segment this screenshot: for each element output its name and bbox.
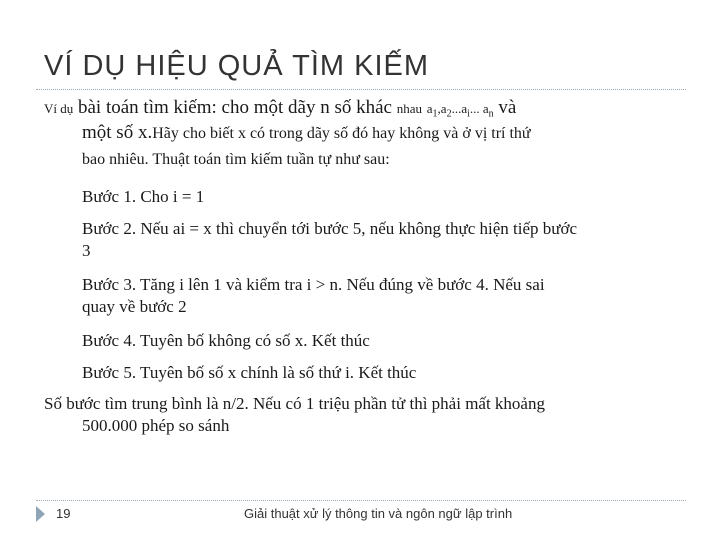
page-number: 19 <box>56 506 71 521</box>
step-4 <box>44 330 644 352</box>
intro-paragraph <box>44 96 664 171</box>
footer-divider <box>36 500 686 501</box>
step-3-continuation: quay về bước 2 <box>82 297 187 316</box>
step-1 <box>44 186 644 208</box>
term-an-sub: n <box>488 108 494 120</box>
intro-line-2 <box>44 121 664 146</box>
step-1-text: Bước 1. Cho i = 1 <box>82 187 205 206</box>
term-an: a <box>482 101 489 116</box>
intro-line-3: bao nhiêu. Thuật toán tìm kiếm tuần tự như sau: <box>82 151 390 169</box>
step-5 <box>44 362 644 384</box>
slide-title: VÍ DỤ HIỆU QUẢ TÌM KIẾM <box>44 50 430 82</box>
term-a2: a <box>440 101 447 116</box>
step-2-text: Bước 2. Nếu ai = x thì chuyển tới bước 5, nếu không thực hiện tiếp bước <box>82 219 578 238</box>
term-a2-sub: 2 <box>446 108 452 120</box>
step-3-text: Bước 3. Tăng i lên 1 và kiểm tra i > n. Nếu đúng về bước 4. Nếu sai <box>82 275 545 294</box>
triangle-arrow-icon <box>36 506 45 522</box>
summary-line-2: 500.000 phép so sánh <box>82 416 230 436</box>
intro-line-1 <box>44 97 516 118</box>
sequence-notation <box>426 101 494 120</box>
term-ai-sub: i <box>467 108 470 120</box>
intro-line-1-text: bài toán tìm kiếm: cho một dãy n số khác <box>78 97 392 118</box>
footer-text: Giải thuật xử lý thông tin và ngôn ngữ lập trình <box>244 506 513 521</box>
step-3 <box>44 274 644 318</box>
step-4-text: Bước 4. Tuyên bố không có số x. Kết thúc <box>82 331 370 350</box>
summary-paragraph <box>44 393 664 437</box>
intro-line-1-end: và <box>498 97 517 118</box>
term-dots-1: ... <box>451 101 462 116</box>
term-dots-2: ... <box>469 101 483 116</box>
intro-line-2-small: Hãy cho biết x có trong dãy số đó hay không và ở vị trí thứ <box>152 124 531 142</box>
term-ai: a <box>461 101 468 116</box>
term-sep: , <box>437 101 441 116</box>
term-a1: a <box>426 101 433 116</box>
intro-line-1-small: nhau <box>396 101 422 116</box>
step-2-continuation: 3 <box>82 241 91 260</box>
summary-line-1: Số bước tìm trung bình là n/2. Nếu có 1 triệu phần tử thì phải mất khoảng <box>44 394 545 413</box>
intro-prefix: Ví dụ <box>44 101 74 116</box>
step-2 <box>44 218 644 262</box>
intro-line-2-text: một số x. <box>82 121 153 143</box>
title-divider <box>36 89 686 90</box>
step-5-text: Bước 5. Tuyên bố số x chính là số thứ i. Kết thúc <box>82 363 417 382</box>
term-a1-sub: 1 <box>432 108 438 120</box>
